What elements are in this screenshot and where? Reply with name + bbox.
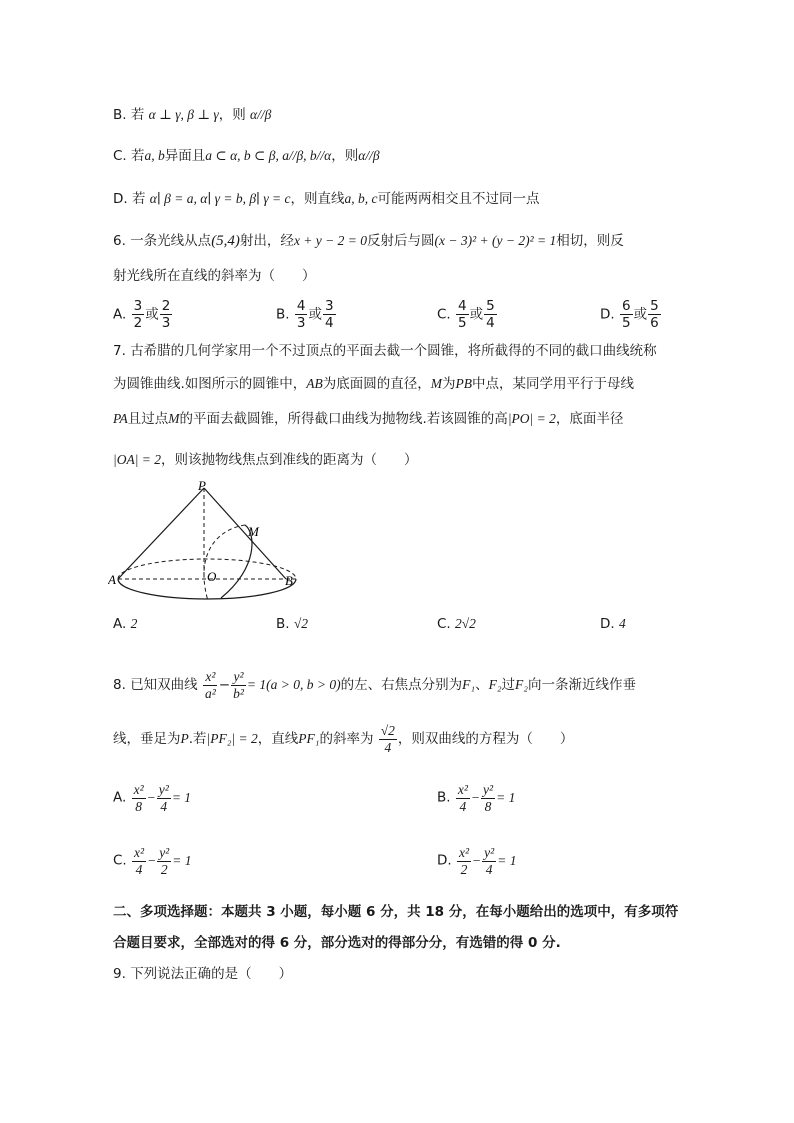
q8-option-c [113,845,191,878]
q7-option-d [600,616,626,632]
math-expr: x + y − 2 = 0 [293,233,368,248]
or-text: 或 [145,306,159,323]
hyperbola-y-term: $\frac{\text{y²}}{\text{b²}}$ [233,668,244,701]
denominator: 4 [160,799,168,814]
option-label: C. [437,616,456,632]
q8-stem-line1: 8. 已知双曲线 $\frac{\text{x²}}{\text{a²}}$ − $\frac{\text{y²}}{\text{b²}}$ = 1(a > 0, b > 0)的左、右焦点分别为F₁、F₂过F₂向一条渐近线作垂 [113,668,636,701]
denominator: 4 [459,799,467,814]
option-label: D. [113,191,128,207]
math-expr: α∣ β = a, α∣ γ = b, β∣ γ = c [149,191,291,206]
numerator: 2 [161,298,171,314]
section-2-heading-line1: 二、多项选择题：本题共 3 小题，每小题 6 分，共 18 分，在每小题给出的选项中，有多项符 [113,904,679,920]
q7-stem-line4: |OA| = 2，则该抛物线焦点到准线的距离为（ ） [113,452,418,468]
section-2-heading-line2: 合题目要求，全部选对的得 6 分，部分选对的得部分分，有选错的得 0 分. [113,935,561,951]
denominator: 8 [484,799,492,814]
hyperbola-equation: $\frac{\text{x²}}{8}$ − $\frac{\text{y²}}{4}$ = 1 [133,782,192,814]
question-number: 9. [113,966,126,982]
numerator: y² [483,782,494,797]
denominator: 5 [458,315,467,331]
denominator: 2 [133,315,143,331]
generator-pa [118,488,204,579]
fraction [295,298,308,331]
math-expr: a, b, c [344,191,378,206]
math-expr: α ⊥ γ, β ⊥ γ [148,107,219,122]
cone-figure [108,478,308,606]
option-value: 2 [130,616,138,631]
option-label: C. [113,852,132,869]
math-expr: = 1(a > 0, b > 0) [246,677,341,692]
option-value: √2 [293,616,309,631]
q6-option-c [437,298,498,331]
numerator: y² [484,845,495,860]
math-expr: a, b [144,148,165,163]
denominator: 6 [650,315,659,331]
option-label: A. [113,306,131,323]
q5-option-d: D. 若 α∣ β = a, α∣ γ = b, β∣ γ = c，则直线a, b, c可能两两相交且不过同一点 [113,191,540,207]
math-expr: (x − 3)² + (y − 2)² = 1 [434,233,557,248]
question-number: 6. [113,233,126,249]
fraction [323,298,336,331]
y-term [157,782,171,815]
or-text: 或 [308,306,322,323]
option-label: B. [276,306,294,323]
fraction [132,298,145,331]
option-label: D. [600,616,619,632]
x-term [457,845,471,878]
option-label: A. [113,616,131,632]
denominator: 4 [485,862,493,877]
q6-option-b [276,298,337,331]
numerator: y² [159,845,170,860]
parabola-back [204,525,245,601]
denominator: 2 [160,862,168,877]
q7-stem-line1: 7. 古希腊的几何学家用一个不过顶点的平面去截一个圆锥，将所截得的不同的截口曲线统称 [113,343,657,359]
option-label: C. [437,306,456,323]
option-label: D. [600,306,619,323]
q6-stem-line1: 6. 一条光线从点(5,4)射出，经x + y − 2 = 0反射后与圆(x − 3)² + (y − 2)² = 1相切，则反 [113,233,624,249]
denominator: 3 [161,315,171,331]
label-b: B [285,573,293,588]
q7-stem-line2: 为圆锥曲线.如图所示的圆锥中，AB为底面圆的直径，M为PB中点，某同学用平行于母线 [113,376,635,392]
numerator: x² [457,782,468,797]
generator-pb [204,488,286,579]
option-value: 2√2 [455,616,476,631]
math-expr: |PF₂| = 2 [206,731,258,746]
numerator: 5 [650,298,659,314]
numerator: 6 [621,298,631,314]
q7-option-a [113,616,137,632]
denominator: 4 [486,315,495,331]
option-label: C. [113,148,127,164]
q7-option-b [276,616,308,632]
math-expr: a ⊂ α, b ⊂ β, a//β, b//α [205,148,332,163]
y-term [482,845,496,878]
y-term [481,782,495,815]
option-label: A. [113,789,131,806]
q7-option-c [437,616,476,632]
q8-option-b [437,782,515,815]
q6-option-a [113,298,173,331]
label-p: P [198,478,206,493]
label-m: M [248,524,259,539]
question-number: 8. [113,677,126,693]
fraction [648,298,661,331]
option-value: 4 [618,616,626,631]
math-expr: |PO| = 2 [507,411,556,426]
denominator: 4 [324,315,334,331]
fraction [456,298,469,331]
fraction [160,298,173,331]
x-term [132,782,146,815]
q8-stem-line2: 线，垂足为P.若|PF₂| = 2，直线PF₁的斜率为 $\frac{√2}{4}$ ，则双曲线的方程为（ ） [113,722,574,755]
q8-option-a [113,782,191,815]
numerator: x² [458,845,470,860]
q9-stem: 9. 下列说法正确的是（ ） [113,966,293,982]
fraction [484,298,497,331]
numerator: 4 [458,298,467,314]
option-label: B. [276,616,294,632]
slope-fraction: $\frac{√2}{4}$ [380,722,395,755]
denominator: 2 [460,862,468,877]
q6-option-d [600,298,662,331]
denominator: 5 [621,315,631,331]
label-a: A [108,572,116,587]
q8-option-d [437,845,516,878]
or-text: 或 [469,306,484,323]
math-expr: α//β [358,148,380,163]
denominator: 3 [296,315,306,331]
q6-stem-line2: 射光线所在直线的斜率为（ ） [113,268,316,284]
denominator: 4 [135,862,143,877]
hyperbola-equation: $\frac{\text{x²}}{2}$ − $\frac{\text{y²}}{4}$ = 1 [458,845,517,877]
numerator: y² [158,782,169,797]
math-expr: |OA| = 2 [113,452,162,467]
numerator: x² [134,845,145,860]
denominator: 8 [135,799,142,814]
numerator: x² [133,782,144,797]
or-text: 或 [633,306,648,323]
hyperbola-equation: $\frac{\text{x²}}{4}$ − $\frac{\text{y²}}{8}$ = 1 [457,782,516,814]
q5-option-c: C. 若a, b异面且a ⊂ α, b ⊂ β, a//β, b//α，则α//β [113,148,380,164]
hyperbola-equation: $\frac{\text{x²}}{4}$ − $\frac{\text{y²}}{2}$ = 1 [134,845,192,877]
option-label: D. [437,852,456,869]
numerator: 4 [296,298,306,314]
y-term [157,845,171,878]
q7-stem-line3: PA且过点M的平面去截圆锥，所得截口曲线为抛物线.若该圆锥的高|PO| = 2，底面半径 [113,411,624,427]
option-label: B. [437,789,455,806]
math-expr: (5,4) [211,233,240,249]
label-o: O [207,569,217,584]
math-expr: α//β [250,107,272,122]
x-term [456,782,470,815]
numerator: 5 [486,298,495,314]
q5-option-b: B. 若 α ⊥ γ, β ⊥ γ，则 α//β [113,107,272,123]
numerator: 3 [133,298,143,314]
x-term [132,845,146,878]
numerator: 3 [324,298,334,314]
question-number: 7. [113,343,126,359]
option-label: B. [113,107,127,123]
hyperbola-x-term: $\frac{\text{x²}}{\text{a²}}$ [204,668,216,701]
fraction [620,298,633,331]
